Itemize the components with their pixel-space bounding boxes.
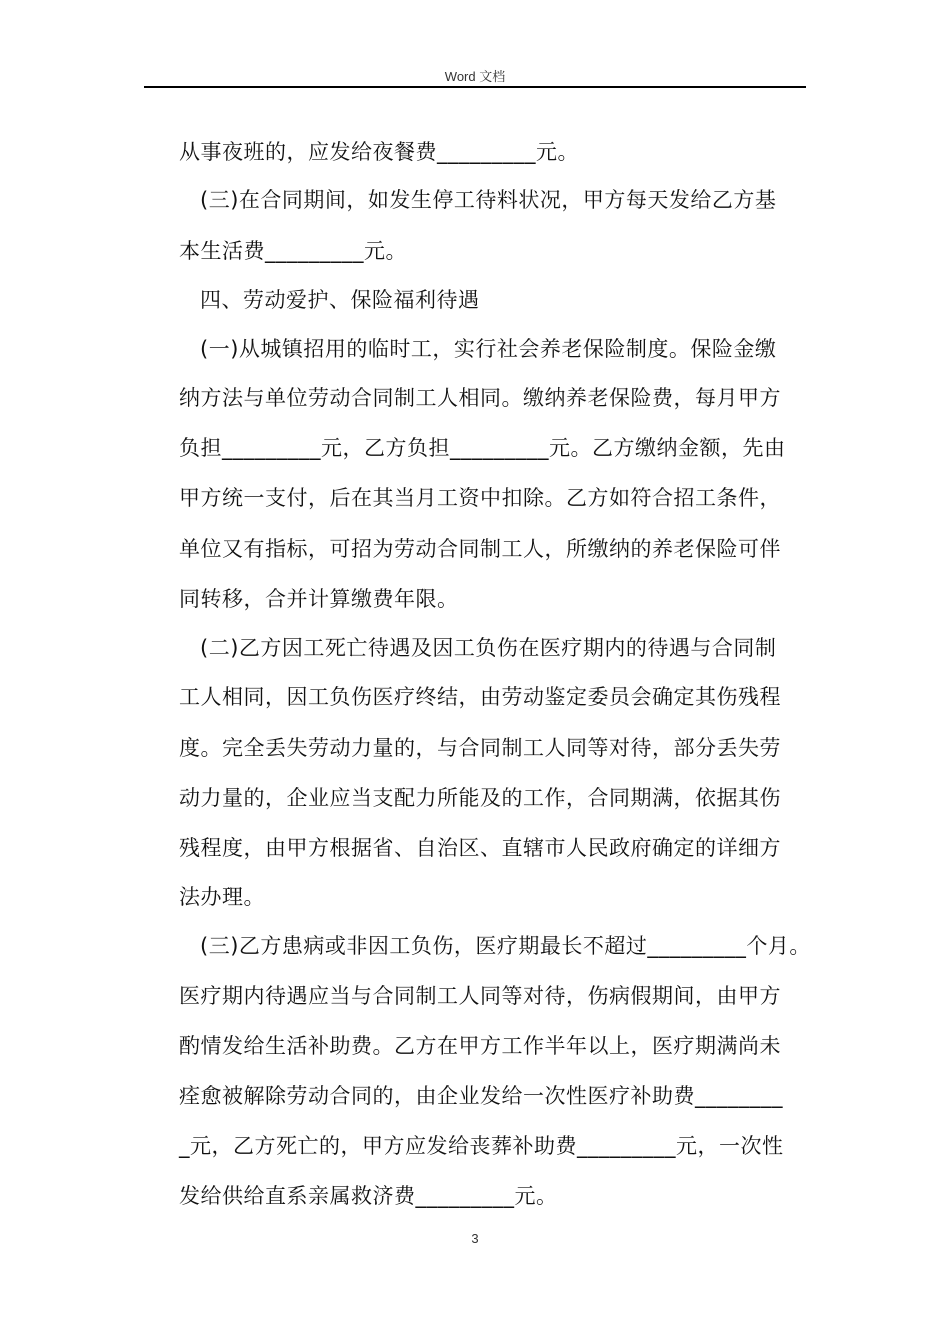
- text-line: 甲方统一支付，后在其当月工资中扣除。乙方如符合招工条件，: [179, 486, 781, 510]
- text-line: 从事夜班的，应发给夜餐费_________元。: [179, 140, 579, 164]
- text-line: 发给供给直系亲属救济费_________元。: [179, 1184, 558, 1208]
- text-line: (三)在合同期间，如发生停工待料状况，甲方每天发给乙方基: [200, 188, 777, 212]
- page-number: 3: [471, 1231, 479, 1246]
- text-line: 工人相同，因工负伤医疗终结，由劳动鉴定委员会确定其伤残程: [179, 685, 781, 709]
- text-line: _元，乙方死亡的，甲方应发给丧葬补助费_________元，一次性: [179, 1134, 784, 1158]
- text-line: 纳方法与单位劳动合同制工人相同。缴纳养老保险费，每月甲方: [179, 386, 781, 410]
- text-line: 动力量的，企业应当支配力所能及的工作，合同期满，依据其伤: [179, 786, 781, 810]
- text-line: (一)从城镇招用的临时工，实行社会养老保险制度。保险金缴: [200, 337, 777, 361]
- text-line: 法办理。: [179, 885, 265, 909]
- text-line: (二)乙方因工死亡待遇及因工负伤在医疗期内的待遇与合同制: [200, 636, 777, 660]
- text-line: 度。完全丢失劳动力量的，与合同制工人同等对待，部分丢失劳: [179, 736, 781, 760]
- text-line: 负担_________元，乙方负担_________元。乙方缴纳金额，先由: [179, 436, 786, 460]
- text-line: 同转移，合并计算缴费年限。: [179, 587, 459, 611]
- text-line: (三)乙方患病或非因工负伤，医疗期最长不超过_________个月。: [200, 934, 811, 958]
- text-line: 医疗期内待遇应当与合同制工人同等对待，伤病假期间，由甲方: [179, 984, 781, 1008]
- text-line: 本生活费_________元。: [179, 239, 407, 263]
- page-header: Word 文档: [444, 69, 506, 84]
- text-line: 单位又有指标，可招为劳动合同制工人，所缴纳的养老保险可伴: [179, 537, 781, 561]
- text-line: 酌情发给生活补助费。乙方在甲方工作半年以上，医疗期满尚未: [179, 1034, 781, 1058]
- section-heading: 四、劳动爱护、保险福利待遇: [200, 288, 480, 312]
- text-line: 残程度，由甲方根据省、自治区、直辖市人民政府确定的详细方: [179, 836, 781, 860]
- header-divider: [144, 86, 806, 88]
- text-line: 痊愈被解除劳动合同的，由企业发给一次性医疗补助费________: [179, 1084, 783, 1108]
